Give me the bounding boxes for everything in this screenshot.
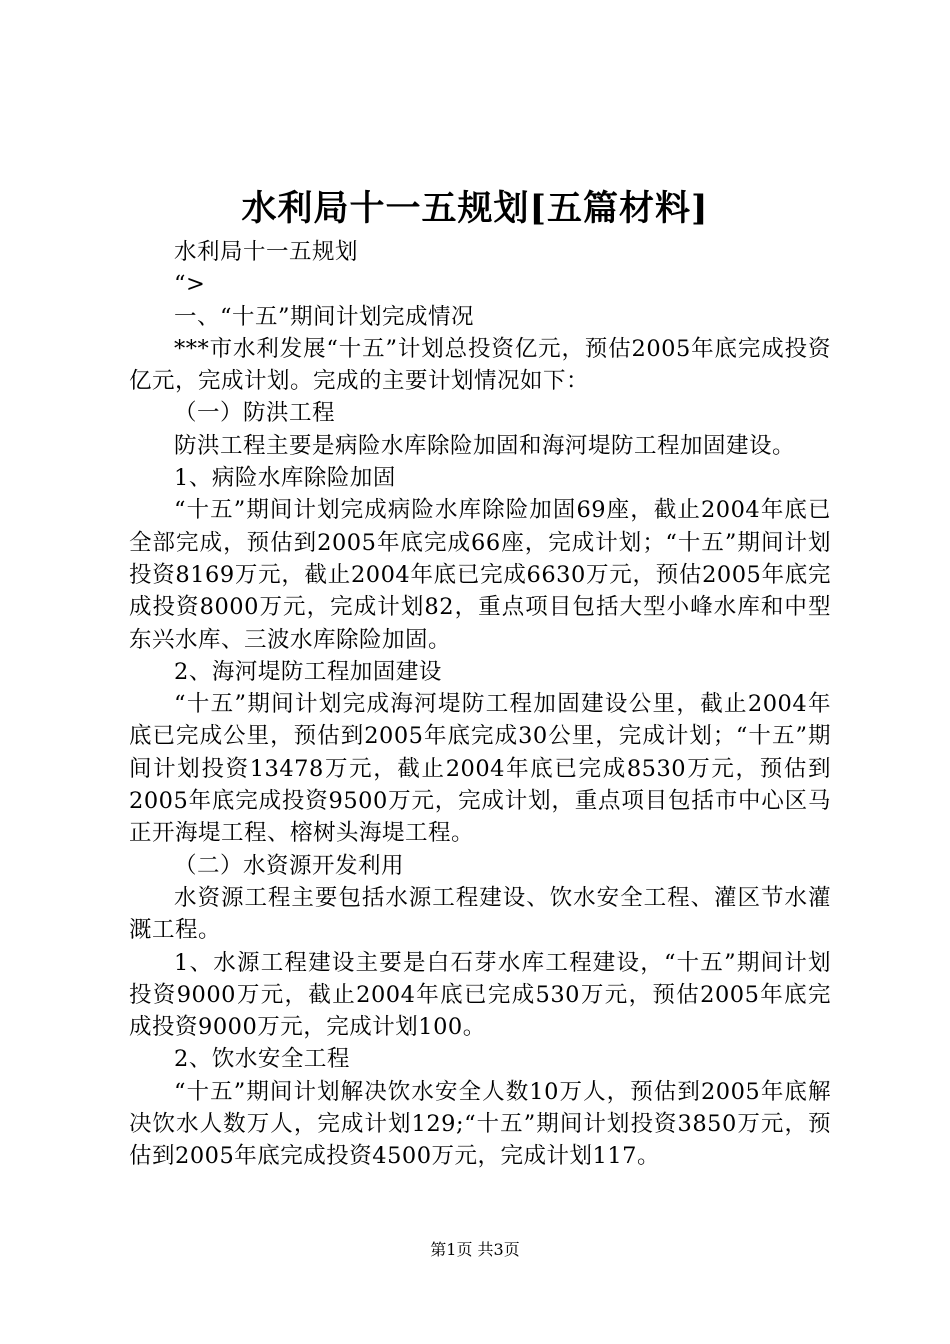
paragraph: “十五”期间计划解决饮水安全人数10万人，预估到2005年底解决饮水人数万人，完成计划129;“十五”期间计划投资3850万元，预估到2005年底完成投资4500万元，完成计划117。 xyxy=(129,1078,831,1170)
document-body xyxy=(129,236,831,1173)
paragraph: “> xyxy=(174,271,206,298)
paragraph: “十五”期间计划完成海河堤防工程加固建设公里，截止2004年底已完成公里，预估到2005年底完成30公里，完成计划；“十五”期间计划投资13478万元，截止2004年底已完成8530万元，预估到2005年底完成投资9500万元，完成计划，重点项目包括市中心区马正开海堤工程、榕树头海堤工程。 xyxy=(129,691,831,847)
document-title: 水利局十一五规划[五篇材料] xyxy=(241,188,709,229)
paragraph: 水利局十一五规划 xyxy=(174,239,359,265)
paragraph: 防洪工程主要是病险水库除险加固和海河堤防工程加固建设。 xyxy=(174,432,796,459)
item-heading: 1、病险水库除险加固 xyxy=(174,465,396,492)
paragraph: ***市水利发展“十五”计划总投资亿元，预估2005年底完成投资亿元，完成计划。完成的主要计划情况如下： xyxy=(129,335,831,395)
subsection-heading: （二）水资源开发利用 xyxy=(174,852,405,879)
item-heading: 2、海河堤防工程加固建设 xyxy=(174,658,442,685)
item-heading: 2、饮水安全工程 xyxy=(174,1046,350,1073)
subsection-heading: （一）防洪工程 xyxy=(174,400,336,427)
section-heading: 一、“十五”期间计划完成情况 xyxy=(174,303,475,330)
paragraph: 水资源工程主要包括水源工程建设、饮水安全工程、灌区节水灌溉工程。 xyxy=(129,884,831,944)
page-number: 第1页 共3页 xyxy=(430,1240,520,1259)
paragraph: 1、水源工程建设主要是白石芽水库工程建设，“十五”期间计划投资9000万元，截止2004年底已完成530万元，预估2005年底完成投资9000万元，完成计划100。 xyxy=(129,949,831,1041)
paragraph: “十五”期间计划完成病险水库除险加固69座，截止2004年底已全部完成，预估到2005年底完成66座，完成计划；“十五”期间计划投资8169万元，截止2004年底已完成6630万元，预估2005年底完成投资8000万元，完成计划82，重点项目包括大型小峰水库和中型东兴水库、三波水库除险加固。 xyxy=(129,497,831,653)
